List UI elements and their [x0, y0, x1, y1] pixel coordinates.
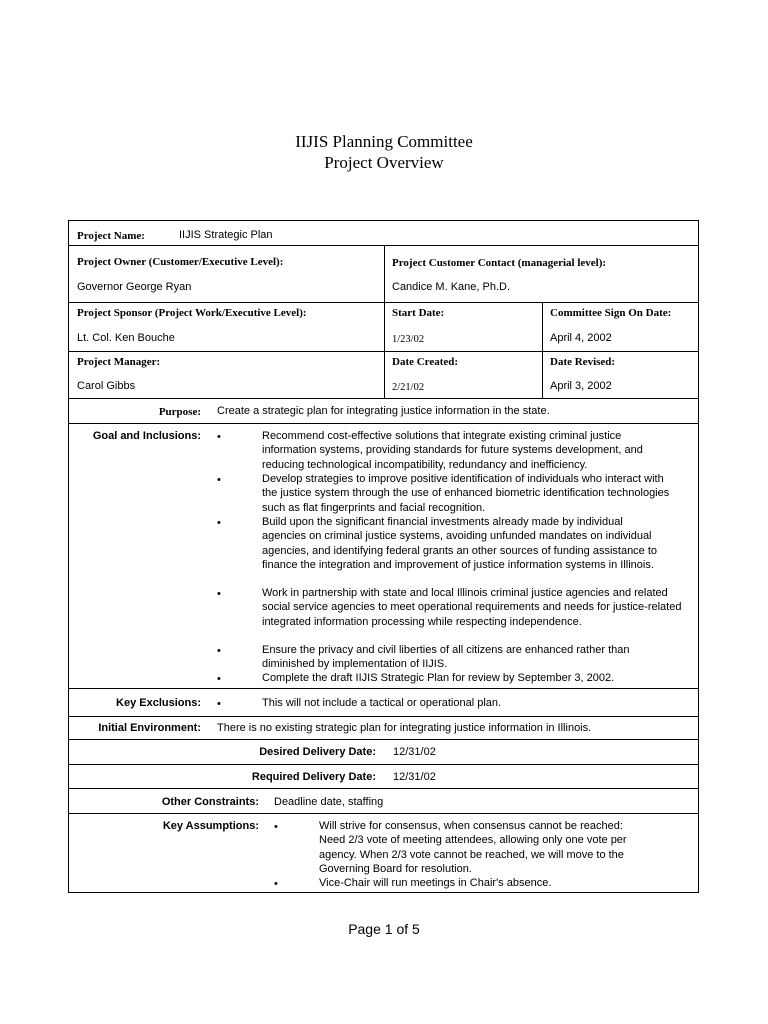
bullet-glyph: •: [217, 474, 221, 486]
project-manager-value: Carol Gibbs: [77, 380, 136, 392]
goals-label: Goal and Inclusions:: [92, 430, 201, 442]
bullet-glyph: •: [274, 878, 278, 890]
committee-sign-on-label: Committee Sign On Date:: [550, 307, 672, 319]
required-delivery-value: 12/31/02: [393, 771, 436, 783]
rule: [69, 423, 698, 424]
rule: [69, 813, 698, 814]
goal-item: Ensure the privacy and civil liberties of all citizens are enhanced rather than diminished by implementation of IIJIS.: [262, 644, 630, 671]
rule: [69, 788, 698, 789]
start-date-label: Start Date:: [392, 307, 445, 319]
document-title: [0, 131, 768, 173]
bullet-glyph: •: [274, 821, 278, 833]
key-exclusion-item: This will not include a tactical or operational plan.: [262, 697, 502, 709]
project-overview-form: [68, 220, 699, 893]
goal-item: Work in partnership with state and local Illinois criminal justice agencies and related social service agencies to meet operational requirements and needs for justice-related integrated information processing while respecting independence.: [262, 587, 682, 628]
initial-environment-value: There is no existing strategic plan for integrating justice information in Illinois.: [217, 722, 592, 734]
project-name-label: Project Name:: [77, 230, 145, 242]
title-overview: Project Overview: [324, 153, 444, 172]
initial-environment-label: Initial Environment:: [98, 722, 201, 734]
bullet-glyph: •: [217, 698, 221, 710]
start-date-value: 1/23/02: [392, 334, 425, 345]
project-owner-label: Project Owner (Customer/Executive Level):: [77, 256, 284, 268]
desired-delivery-value: 12/31/02: [393, 746, 436, 758]
project-name-value: IIJIS Strategic Plan: [179, 229, 273, 241]
key-assumptions-label: Key Assumptions:: [162, 820, 259, 832]
bullet-glyph: •: [217, 431, 221, 443]
purpose-value: Create a strategic plan for integrating justice information in the state.: [217, 405, 550, 417]
project-manager-label: Project Manager:: [77, 356, 161, 368]
other-constraints-label: Other Constraints:: [161, 796, 259, 808]
title-committee: IIJIS Planning Committee: [295, 132, 473, 151]
goal-item: Complete the draft IIJIS Strategic Plan for review by September 3, 2002.: [262, 672, 615, 684]
column-divider: [542, 302, 543, 398]
rule: [69, 716, 698, 717]
goal-item: Develop strategies to improve positive identification of individuals who interact with the justice system through the use of enhanced biometric identification technologies such as flat fingerprints and facial recognition.: [262, 473, 670, 514]
column-divider: [384, 245, 385, 398]
required-delivery-label: Required Delivery Date:: [251, 771, 376, 783]
bullet-glyph: •: [217, 673, 221, 685]
project-owner-value: Governor George Ryan: [77, 281, 192, 293]
goal-item: Recommend cost-effective solutions that integrate existing criminal justice information systems, providing standards for future systems development, and reducing technological incompatibility, redundancy and inefficiency.: [262, 430, 643, 471]
date-created-label: Date Created:: [392, 356, 459, 368]
project-sponsor-label: Project Sponsor (Project Work/Executive Level):: [77, 307, 307, 319]
date-revised-label: Date Revised:: [550, 356, 616, 368]
committee-sign-on-value: April 4, 2002: [550, 332, 612, 344]
other-constraints-value: Deadline date, staffing: [274, 796, 384, 808]
customer-contact-value: Candice M. Kane, Ph.D.: [392, 281, 511, 293]
rule: [69, 688, 698, 689]
date-created-value: 2/21/02: [392, 382, 425, 393]
key-exclusions-label: Key Exclusions:: [116, 697, 201, 709]
purpose-label: Purpose:: [158, 406, 201, 418]
customer-contact-label: Project Customer Contact (managerial level):: [392, 257, 607, 269]
assumption-item: Will strive for consensus, when consensus cannot be reached: Need 2/3 vote of meeting attendees, allowing only one vote per agency. When 2/3 vote cannot be reached, we will move to the Governing Board for resolution.: [319, 820, 627, 875]
date-revised-value: April 3, 2002: [550, 380, 612, 392]
bullet-glyph: •: [217, 645, 221, 657]
page-number: Page 1 of 5: [348, 921, 420, 937]
rule: [69, 398, 698, 399]
bullet-glyph: •: [217, 588, 221, 600]
bullet-glyph: •: [217, 517, 221, 529]
desired-delivery-label: Desired Delivery Date:: [259, 746, 376, 758]
project-sponsor-value: Lt. Col. Ken Bouche: [77, 332, 175, 344]
goal-item: Build upon the significant financial investments already made by individual agencies on criminal justice systems, avoiding unfunded mandates on individual agencies, and identifying federal grants an other sources of funding assistance to finance the integration and improvement of justice information systems in Illinois.: [262, 516, 658, 571]
rule: [69, 764, 698, 765]
assumption-item: Vice-Chair will run meetings in Chair's absence.: [319, 877, 552, 889]
rule: [69, 739, 698, 740]
